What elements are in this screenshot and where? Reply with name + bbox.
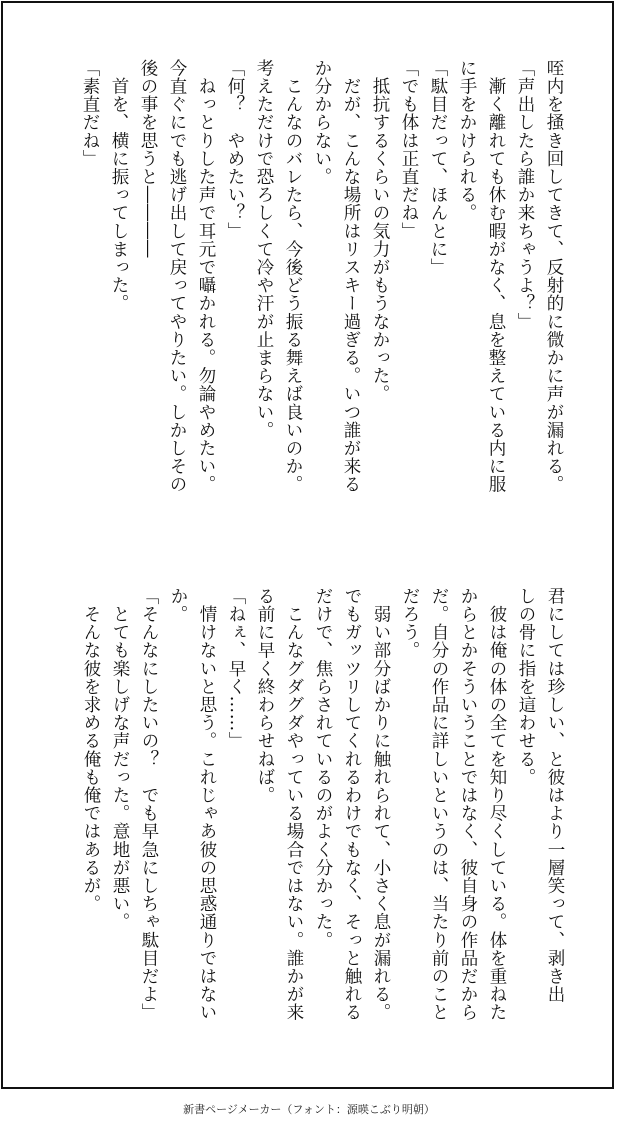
footer-credit: 新書ページメーカー（フォント：源暎こぶり明朝） (183, 1103, 435, 1116)
text-line: 咥内を掻き回してきて、反射的に微かに声が漏れる。 (544, 59, 564, 494)
text-line: か。 (168, 587, 188, 624)
text-line: 今直ぐにでも逃げ出して戻ってやりたい。しかしその (167, 59, 187, 494)
text-line: だけで、焦らされているのがよく分かった。 (313, 587, 333, 949)
page-frame (1, 1, 614, 1089)
text-line: 「でも体は正直だね」 (399, 59, 419, 240)
text-line: だが、こんな場所はリスキー過ぎる。いつ誰が来る (341, 59, 361, 494)
text-line: 弱い部分ばかりに触れられて、小さく息が漏れる。 (371, 587, 391, 1022)
text-line: でもガッツリしてくれるわけでもなく、そっと触れる (342, 587, 362, 1022)
text-line: 首を、横に振ってしまった。 (109, 59, 129, 313)
text-line: 「そんなにしたいの？ でも早急にしちゃ駄目だよ」 (139, 587, 159, 1022)
text-line: 後の事を思うと―――― (138, 59, 158, 259)
text-line: 考えただけで恐ろしくて冷や汗が止まらない。 (254, 59, 274, 440)
text-line: とても楽しげな声だった。意地が悪い。 (110, 587, 130, 931)
text-line: に手をかけられる。 (457, 59, 477, 222)
text-line: 抵抗するくらいの気力がもうなかった。 (370, 59, 390, 403)
text-line: こんなグダグダやっている場合ではない。誰かが来 (284, 587, 304, 1022)
text-line: だ。自分の作品に詳しいというのは、当たり前のこと (429, 587, 449, 1022)
text-line: 情けないと思う。これじゃあ彼の思惑通りではない (197, 587, 217, 1022)
text-block-top (75, 59, 568, 529)
text-line: 漸く離れても休む暇がなく、息を整えている内に服 (486, 59, 506, 494)
text-line: 「ねぇ、早く……」 (226, 587, 246, 750)
text-block-bottom (76, 587, 569, 1027)
text-line: 「何？ やめたい？」 (225, 59, 245, 240)
text-line: こんなのバレたら、今後どう振る舞えば良いのか。 (283, 59, 303, 494)
text-line: 君にしては珍しい、と彼はより一層笑って、剥き出 (545, 587, 565, 1004)
text-line: る前に早く終わらせねば。 (255, 587, 275, 805)
text-line: ねっとりした声で耳元で囁かれる。勿論やめたい。 (196, 59, 216, 494)
text-line: しの骨に指を這わせる。 (516, 587, 536, 787)
text-line: からとかそういうことではなく、彼自身の作品だから (458, 587, 478, 1022)
text-line: 「素直だね」 (80, 59, 100, 168)
text-line: 「声出したら誰か来ちゃうよ？」 (515, 59, 535, 331)
text-line: だろう。 (400, 587, 420, 660)
text-line: 彼は俺の体の全てを知り尽くしている。体を重ねた (487, 587, 507, 1022)
text-line: か分からない。 (312, 59, 332, 186)
text-line: 「駄目だって、ほんとに」 (428, 59, 448, 277)
text-line: そんな彼を求める俺も俺ではあるが。 (81, 587, 101, 913)
